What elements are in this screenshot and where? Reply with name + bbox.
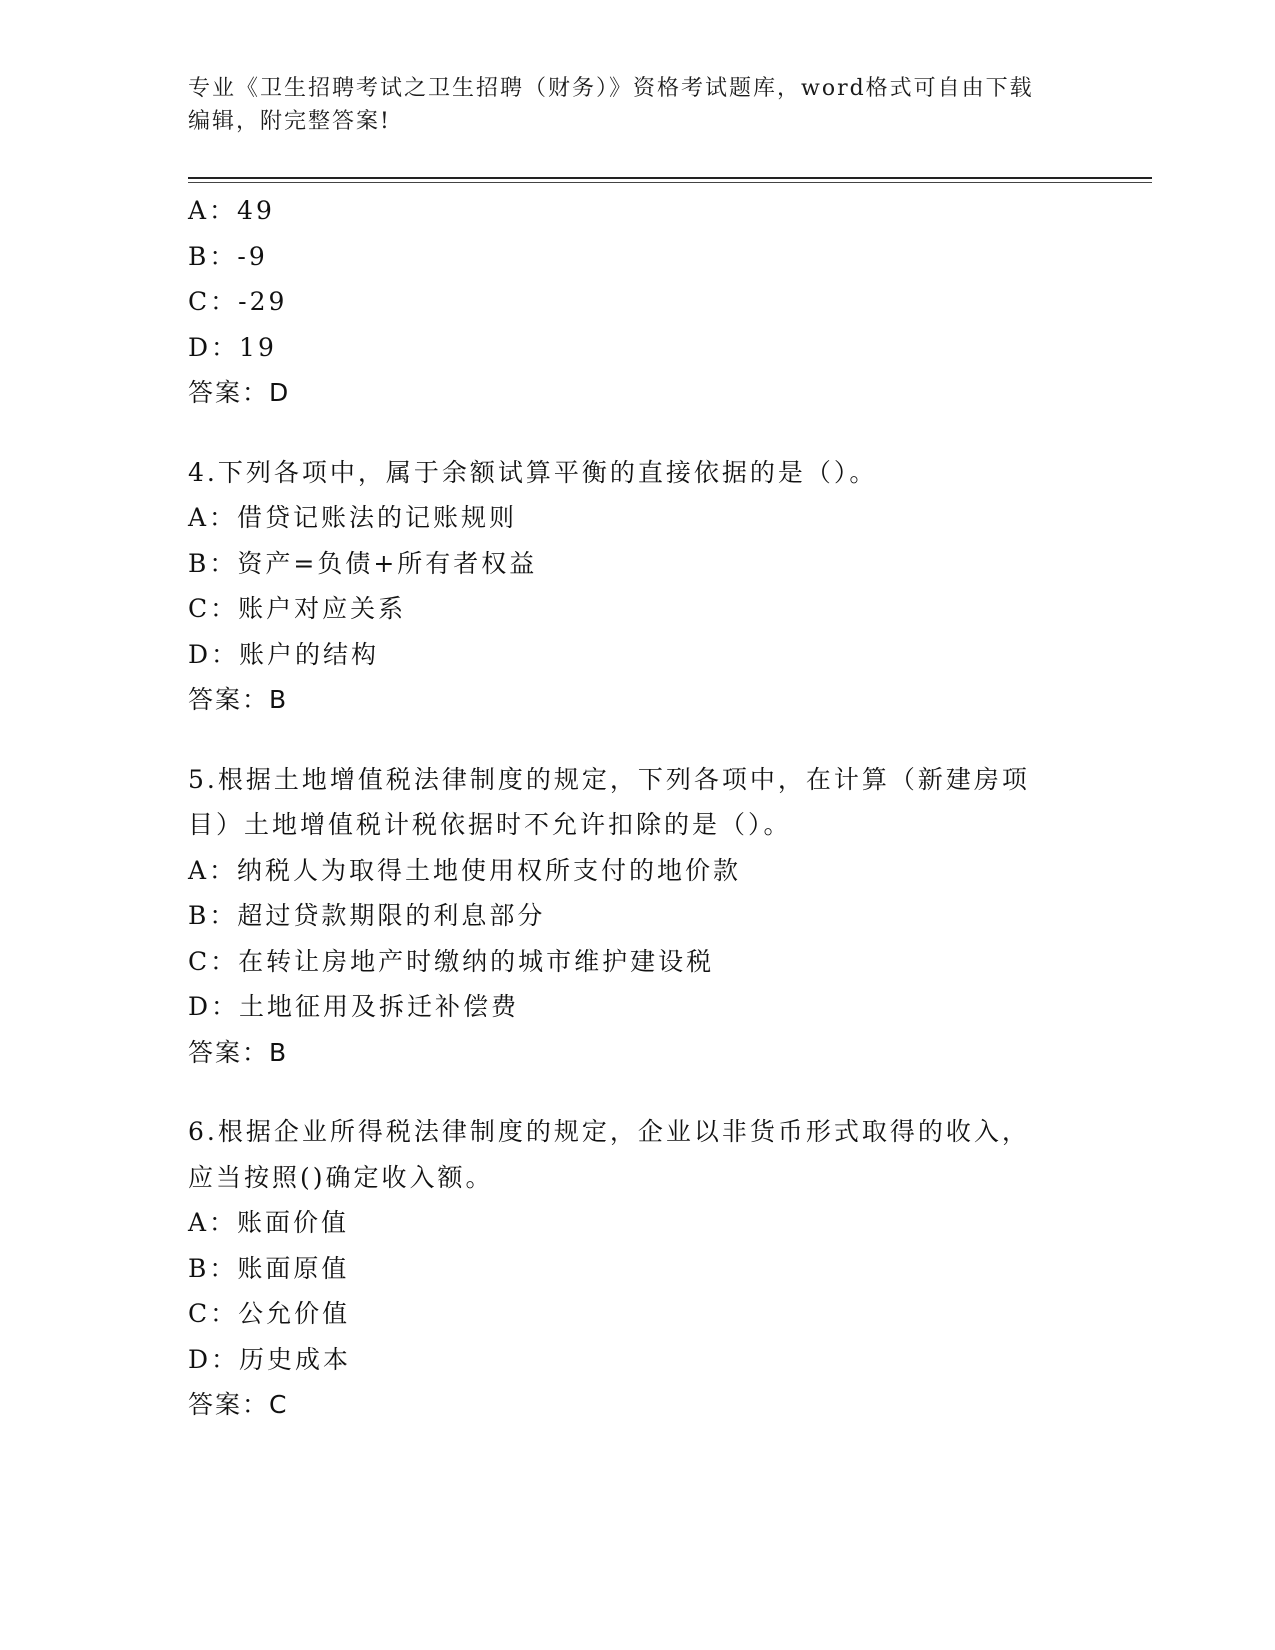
header-title-line-1: 专业《卫生招聘考试之卫生招聘（财务）》资格考试题库，word格式可自由下载 xyxy=(188,76,1034,101)
option-b: B：资产=负债+所有者权益 xyxy=(188,548,538,578)
option-c: C：-29 xyxy=(188,287,288,316)
option-d: D：19 xyxy=(188,332,277,362)
option-a: A：49 xyxy=(188,196,275,225)
option-d: D：历史成本 xyxy=(188,1344,352,1374)
question-stem: 4.下列各项中，属于余额试算平衡的直接依据的是（）。 xyxy=(188,457,878,487)
option-c: C：公允价值 xyxy=(188,1299,351,1328)
question-spacer xyxy=(188,1075,1088,1109)
question-list xyxy=(188,188,1088,1428)
option-b: B：-9 xyxy=(188,241,268,271)
answer-label: 答案：B xyxy=(188,685,289,714)
header-divider xyxy=(188,177,1152,183)
question-4 xyxy=(188,450,1088,723)
question-6 xyxy=(188,1109,1088,1428)
question-stem-line-1: 5.根据土地增值税法律制度的规定，下列各项中，在计算（新建房项 xyxy=(188,764,1030,794)
option-a: A：账面价值 xyxy=(188,1208,350,1237)
option-b: B：账面原值 xyxy=(188,1253,350,1283)
question-5 xyxy=(188,757,1088,1076)
option-c: C：账户对应关系 xyxy=(188,594,407,623)
option-d: D：土地征用及拆迁补偿费 xyxy=(188,992,520,1021)
question-spacer xyxy=(188,723,1088,757)
answer-label: 答案：B xyxy=(188,1037,289,1067)
question-stem-line-2: 目）土地增值税计税依据时不允许扣除的是（）。 xyxy=(188,810,792,839)
header-title-line-2: 编辑，附完整答案! xyxy=(188,109,391,134)
option-b: B：超过贷款期限的利息部分 xyxy=(188,901,546,930)
option-c: C：在转让房地产时缴纳的城市维护建设税 xyxy=(188,946,715,976)
question-3 xyxy=(188,188,1088,416)
document-header xyxy=(188,72,1088,138)
option-a: A：借贷记账法的记账规则 xyxy=(188,503,518,532)
option-a: A：纳税人为取得土地使用权所支付的地价款 xyxy=(188,855,742,885)
divider-thin-line xyxy=(188,182,1152,183)
question-spacer xyxy=(188,416,1088,450)
question-stem-line-2: 应当按照()确定收入额。 xyxy=(188,1162,494,1192)
answer-label: 答案：C xyxy=(188,1390,289,1419)
answer-label: 答案：D xyxy=(188,378,291,407)
divider-thick-line xyxy=(188,177,1152,179)
option-d: D：账户的结构 xyxy=(188,639,380,669)
question-stem-line-1: 6.根据企业所得税法律制度的规定，企业以非货币形式取得的收入， xyxy=(188,1117,1030,1146)
